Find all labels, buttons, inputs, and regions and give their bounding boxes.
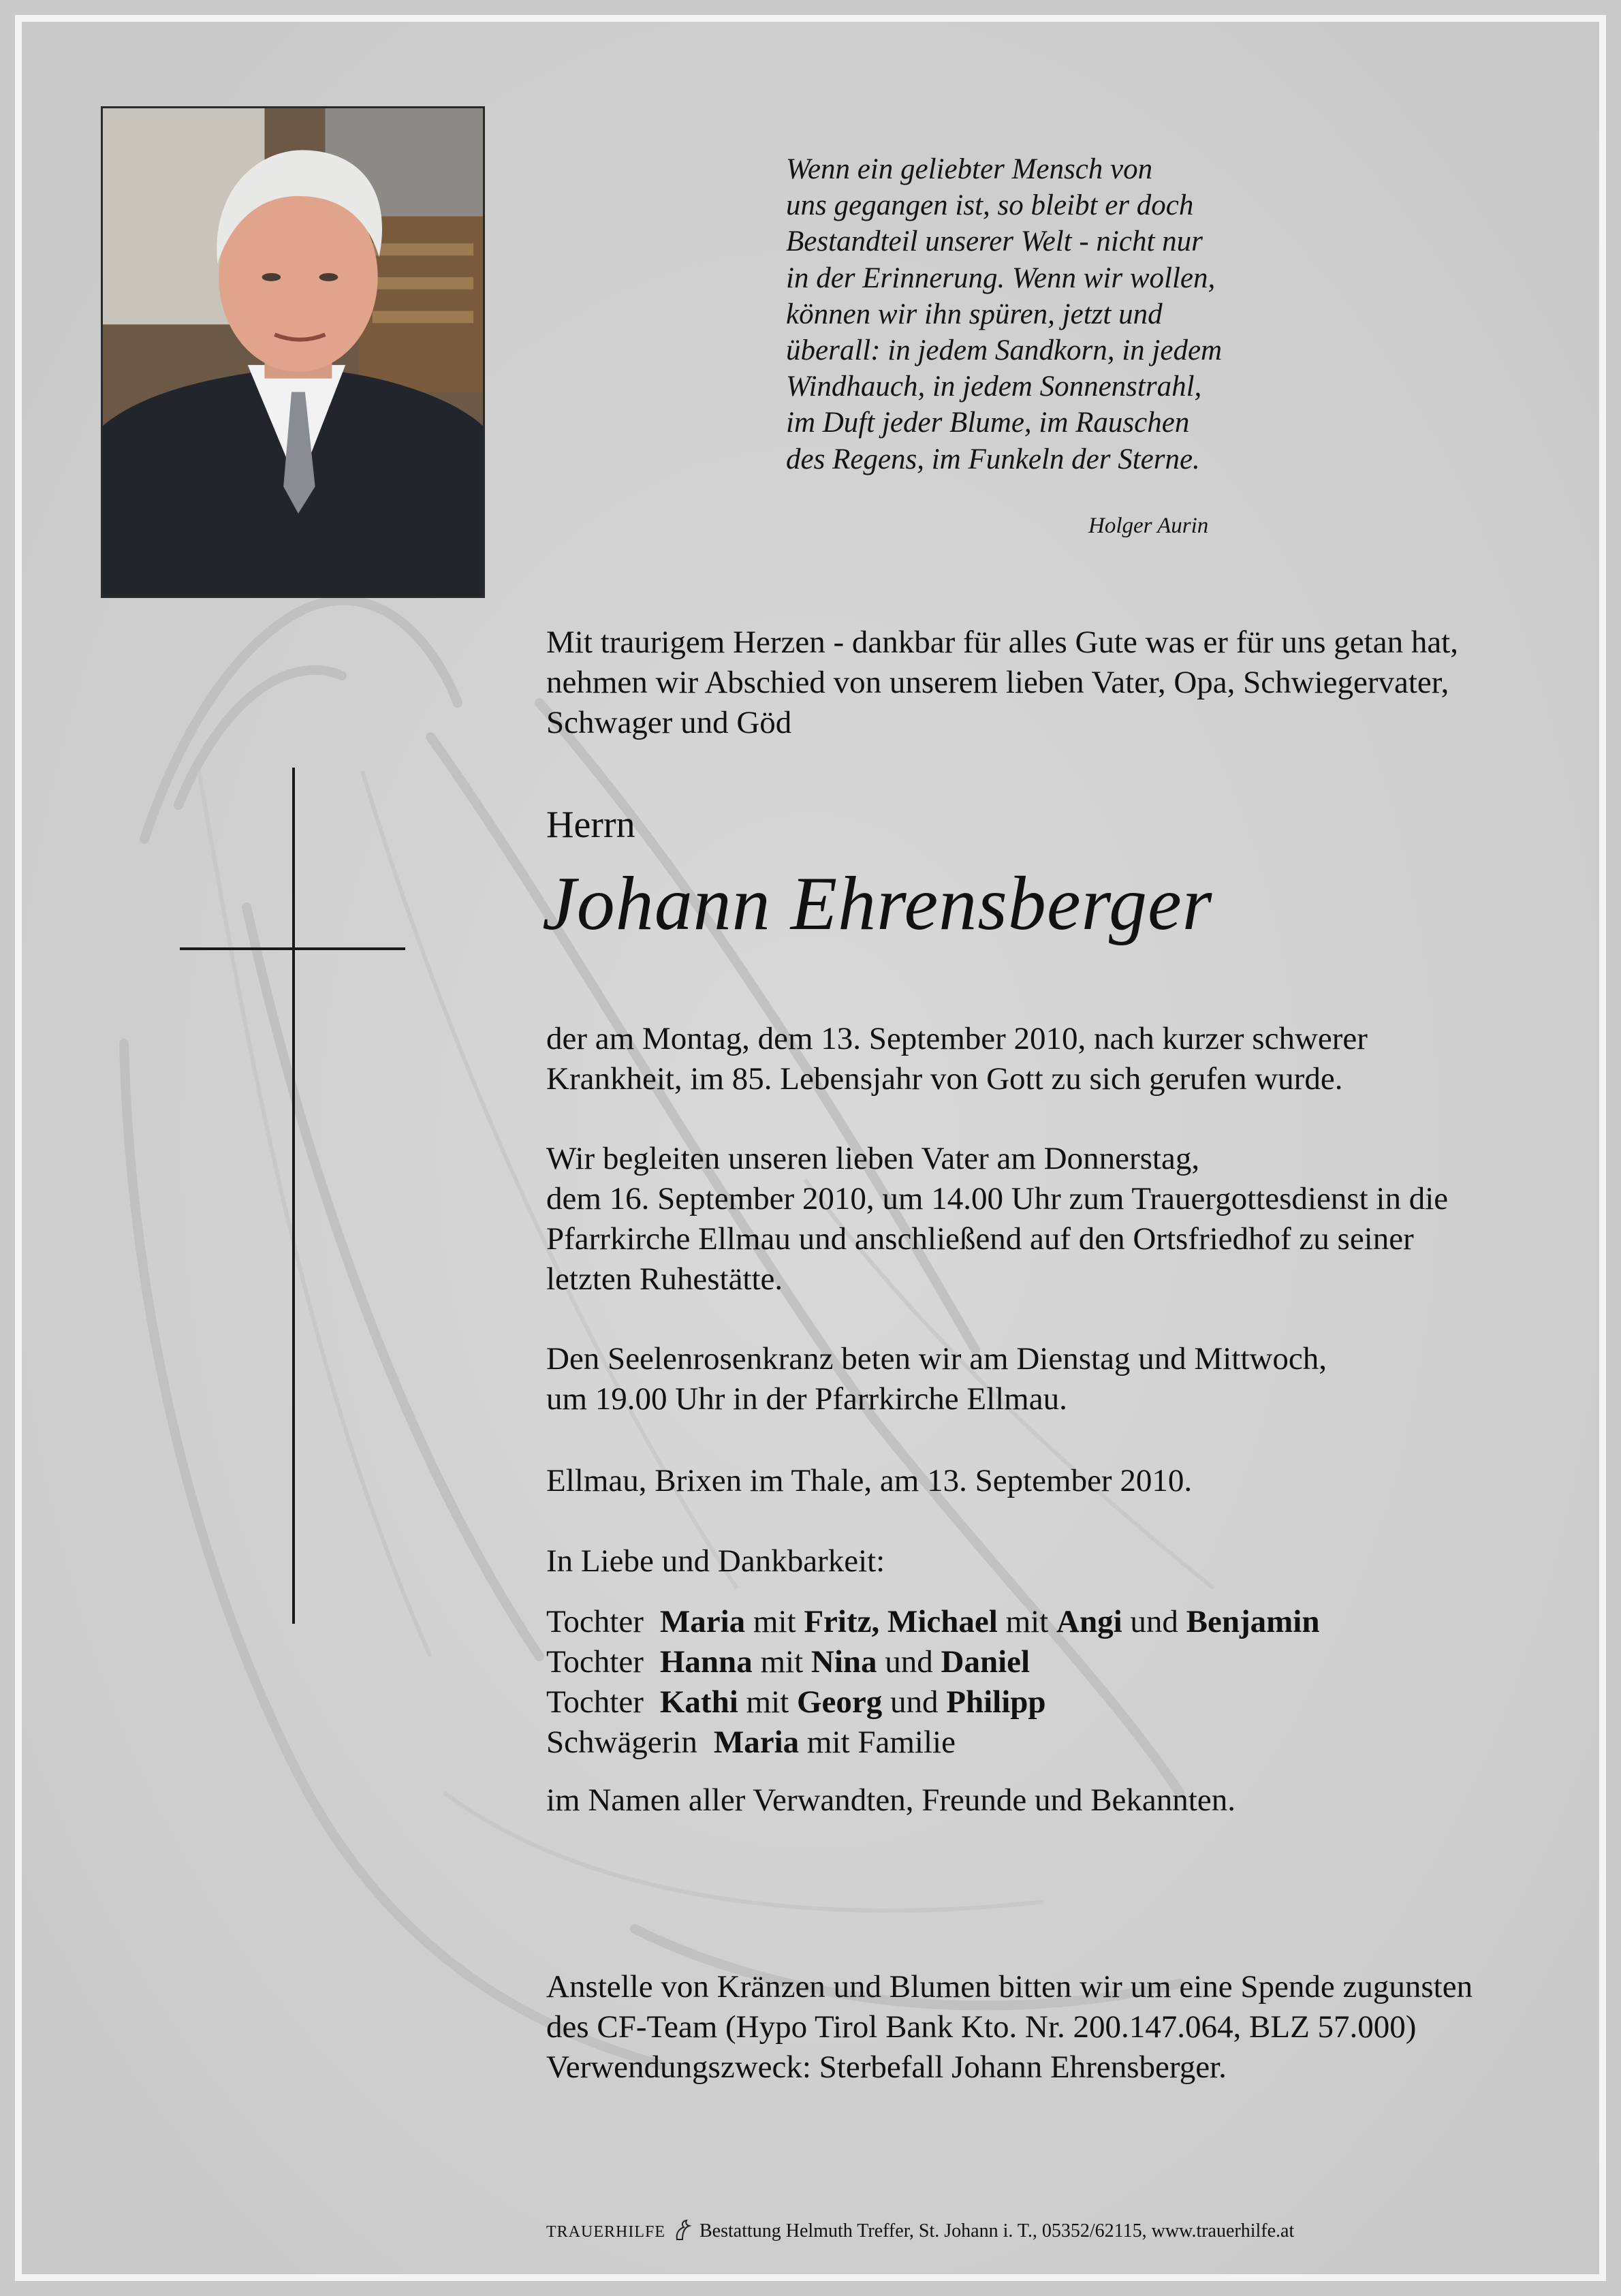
family-row bbox=[546, 1723, 1320, 1763]
rosary-details bbox=[546, 1339, 1327, 1419]
family-member: Angi bbox=[1056, 1604, 1122, 1639]
family-member: Nina bbox=[810, 1644, 877, 1680]
funeral-line: Wir begleiten unseren lieben Vater am Donnerstag, bbox=[546, 1141, 1200, 1176]
family-list bbox=[546, 1602, 1320, 1763]
donation-line: des CF-Team (Hypo Tirol Bank Kto. Nr. 200.147.064, BLZ 57.000) bbox=[546, 2009, 1417, 2045]
intro-line: nehmen wir Abschied von unserem lieben Vater, Opa, Schwiegervater, bbox=[546, 665, 1449, 700]
family-row bbox=[546, 1682, 1320, 1723]
donation-request bbox=[546, 1967, 1473, 2088]
cross-icon-vertical bbox=[292, 768, 295, 1624]
intro-paragraph bbox=[546, 623, 1458, 743]
family-member: Fritz, Michael bbox=[804, 1604, 998, 1639]
funeral-home-footer bbox=[546, 2219, 1294, 2242]
portrait-image bbox=[103, 108, 483, 596]
family-member: Benjamin bbox=[1186, 1604, 1320, 1639]
salutation: Herrn bbox=[546, 804, 635, 846]
rosary-line: um 19.00 Uhr in der Pfarrkirche Ellmau. bbox=[546, 1381, 1067, 1417]
poem-author: Holger Aurin bbox=[1088, 514, 1209, 538]
family-member: Maria bbox=[713, 1725, 800, 1760]
poem-line: im Duft jeder Blume, im Rauschen bbox=[786, 407, 1190, 439]
family-connector: und bbox=[882, 1684, 947, 1720]
family-connector: und bbox=[877, 1644, 941, 1680]
place-date: Ellmau, Brixen im Thale, am 13. September 2010. bbox=[546, 1463, 1193, 1498]
funeral-home-logo-icon bbox=[673, 2219, 692, 2242]
family-connector: mit Familie bbox=[799, 1725, 956, 1760]
portrait-photo bbox=[101, 106, 485, 598]
family-connector: und bbox=[1122, 1604, 1186, 1639]
family-member: Georg bbox=[796, 1684, 883, 1720]
family-role: Tochter bbox=[546, 1644, 644, 1680]
cross-icon-horizontal bbox=[180, 947, 405, 950]
obituary-sheet bbox=[22, 22, 1599, 2274]
poem-line: Wenn ein geliebter Mensch von bbox=[786, 153, 1153, 185]
death-notice bbox=[546, 1019, 1368, 1099]
poem-line: Bestandteil unserer Welt - nicht nur bbox=[786, 225, 1203, 258]
poem-line: Windhauch, in jedem Sonnenstrahl, bbox=[786, 371, 1202, 403]
poem-line: können wir ihn spüren, jetzt und bbox=[786, 298, 1163, 330]
memorial-poem bbox=[786, 151, 1331, 477]
family-member: Kathi bbox=[659, 1684, 738, 1720]
family-role: Tochter bbox=[546, 1684, 644, 1720]
family-role: Tochter bbox=[546, 1604, 644, 1639]
death-notice-line: Krankheit, im 85. Lebensjahr von Gott zu sich gerufen wurde. bbox=[546, 1061, 1343, 1097]
funeral-line: Pfarrkirche Ellmau und anschließend auf den Ortsfriedhof zu seiner bbox=[546, 1221, 1414, 1257]
family-role: Schwägerin bbox=[546, 1725, 697, 1760]
donation-line: Verwendungszweck: Sterbefall Johann Ehrensberger. bbox=[546, 2049, 1227, 2085]
family-member: Hanna bbox=[659, 1644, 753, 1680]
funeral-line: letzten Ruhestätte. bbox=[546, 1261, 783, 1297]
deceased-name: Johann Ehrensberger bbox=[542, 862, 1213, 946]
funeral-details bbox=[546, 1139, 1448, 1300]
family-connector: mit bbox=[738, 1684, 797, 1720]
poem-line: in der Erinnerung. Wenn wir wollen, bbox=[786, 262, 1216, 294]
intro-line: Mit traurigem Herzen - dankbar für alles Gute was er für uns getan hat, bbox=[546, 625, 1458, 660]
family-connector: mit bbox=[752, 1644, 811, 1680]
family-row bbox=[546, 1642, 1320, 1682]
relatives-line: im Namen aller Verwandten, Freunde und Bekannten. bbox=[546, 1782, 1236, 1818]
intro-line: Schwager und Göd bbox=[546, 705, 792, 740]
funeral-home-details: Bestattung Helmuth Treffer, St. Johann i. T., 05352/62115, www.trauerhilfe.at bbox=[699, 2220, 1295, 2242]
closing-line: In Liebe und Dankbarkeit: bbox=[546, 1543, 885, 1579]
family-connector: mit bbox=[745, 1604, 804, 1639]
poem-line: des Regens, im Funkeln der Sterne. bbox=[786, 443, 1200, 475]
donation-line: Anstelle von Kränzen und Blumen bitten wir um eine Spende zugunsten bbox=[546, 1969, 1473, 2004]
funeral-home-brand: TRAUERHILFE bbox=[546, 2223, 665, 2241]
funeral-line: dem 16. September 2010, um 14.00 Uhr zum Trauergottesdienst in die bbox=[546, 1181, 1449, 1216]
rosary-line: Den Seelenrosenkranz beten wir am Dienstag und Mittwoch, bbox=[546, 1341, 1327, 1377]
death-notice-line: der am Montag, dem 13. September 2010, nach kurzer schwerer bbox=[546, 1021, 1368, 1056]
poem-line: uns gegangen ist, so bleibt er doch bbox=[786, 189, 1194, 222]
family-member: Daniel bbox=[941, 1644, 1030, 1680]
poem-line: überall: in jedem Sandkorn, in jedem bbox=[786, 334, 1223, 367]
family-connector: mit bbox=[997, 1604, 1056, 1639]
family-member: Maria bbox=[659, 1604, 746, 1639]
family-row bbox=[546, 1602, 1320, 1642]
family-member: Philipp bbox=[946, 1684, 1046, 1720]
